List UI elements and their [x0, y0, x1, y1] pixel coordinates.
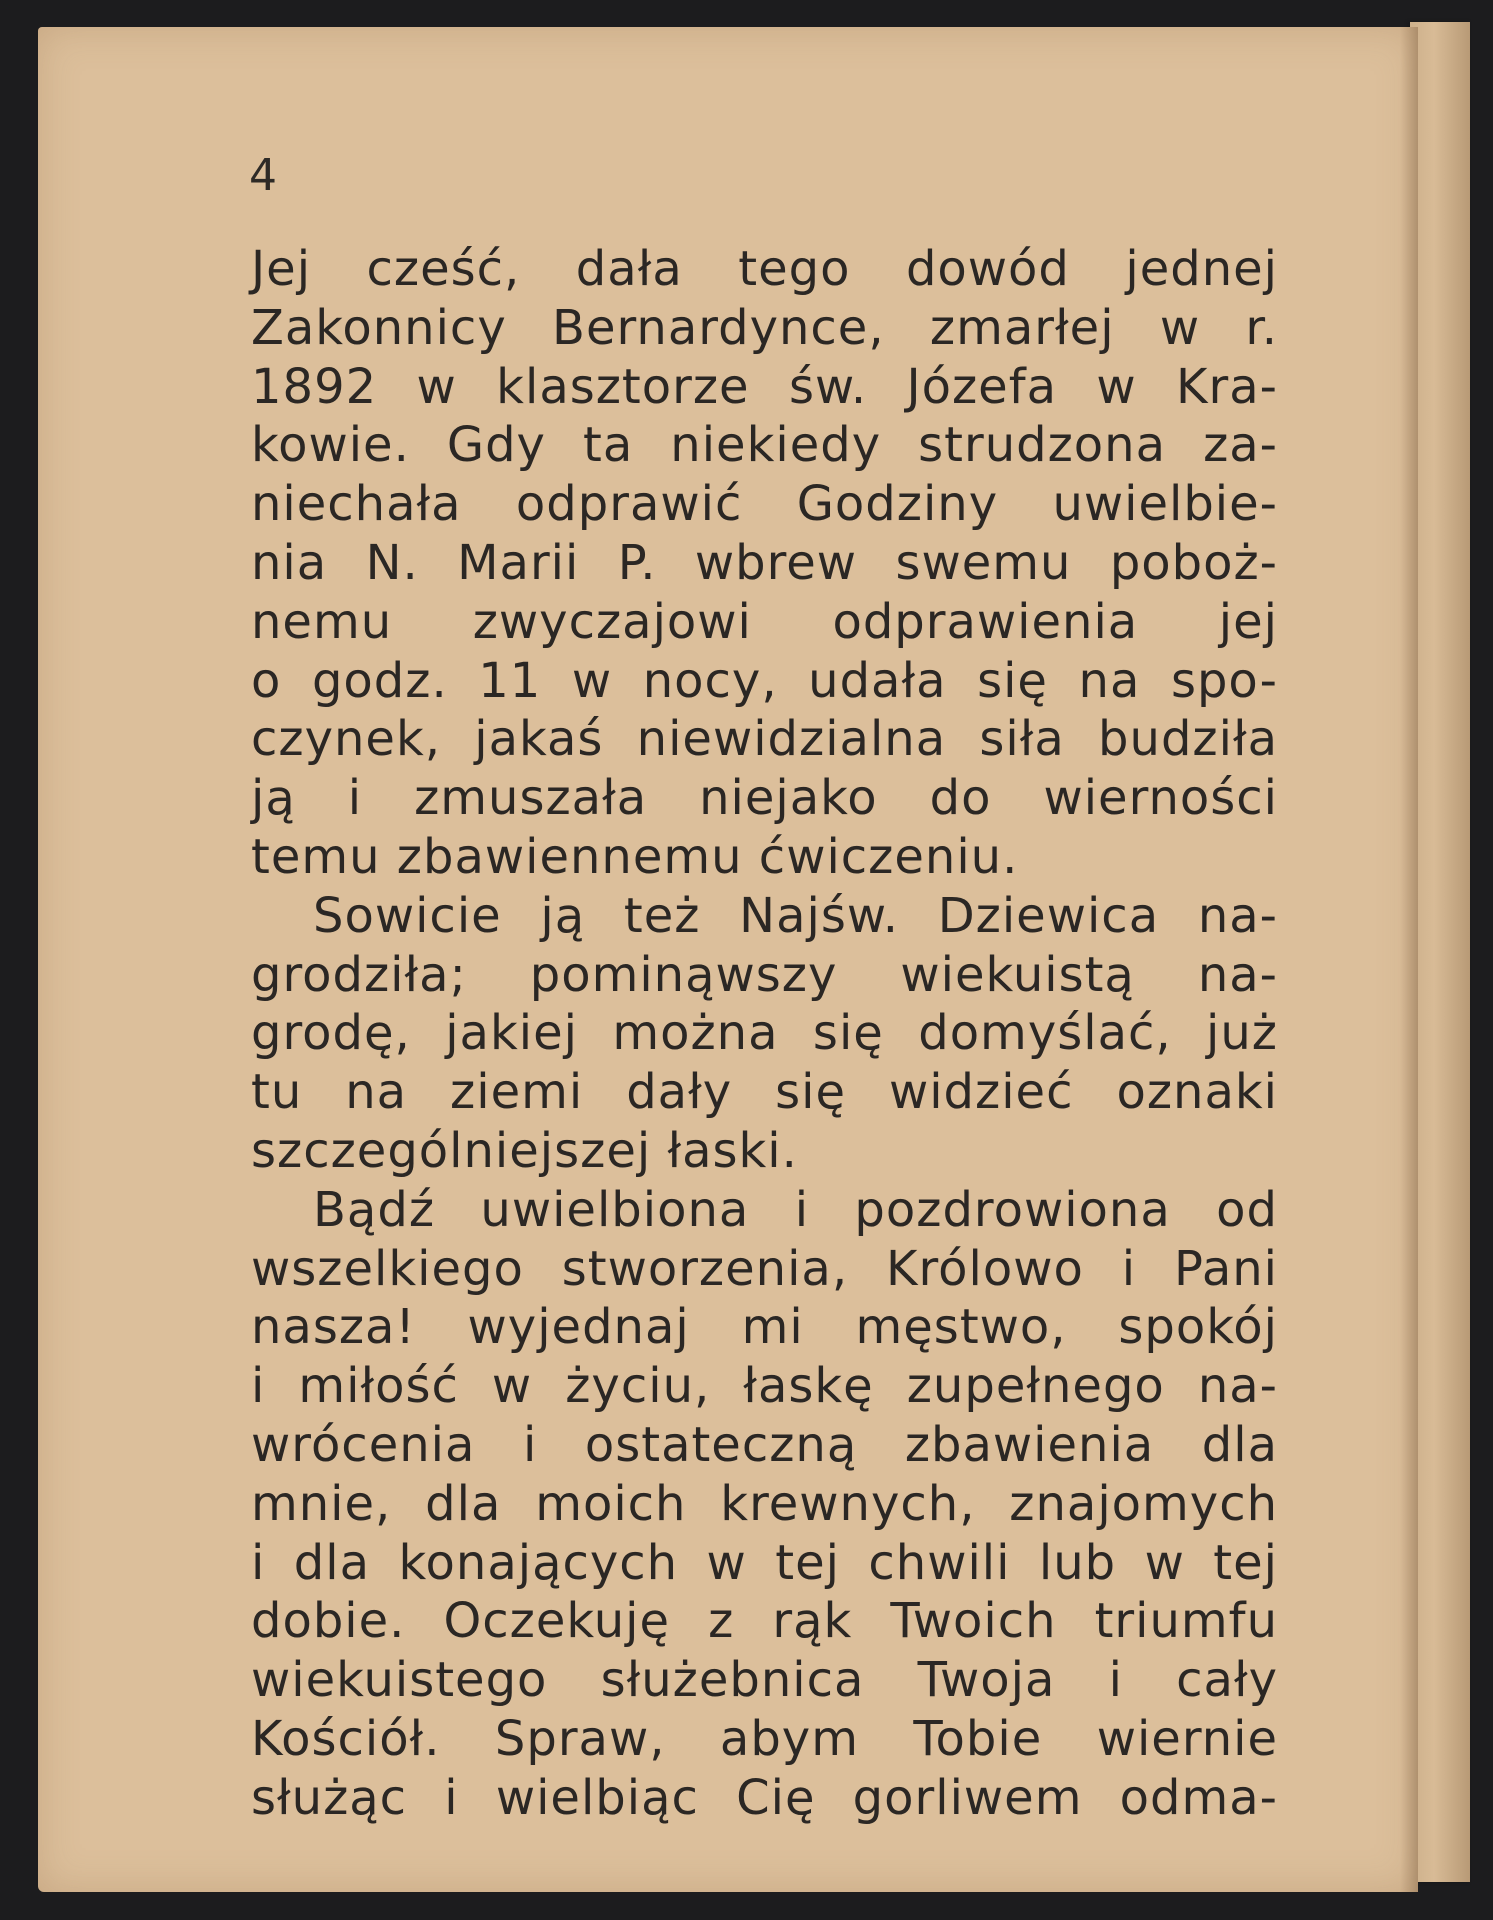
text-line: Kościół. Spraw, abym Tobie wiernie [251, 1710, 1278, 1767]
text-line: niechała odprawić Godziny uwielbie- [251, 476, 1278, 533]
text-line: nasza! wyjednaj mi męstwo, spokój [251, 1299, 1278, 1356]
text-line: wiekuistego służebnica Twoja i cały [251, 1652, 1278, 1709]
text-line: 1892 w klasztorze św. Józefa w Kra- [251, 358, 1278, 415]
text-line: grodziła; pominąwszy wiekuistą na- [251, 946, 1278, 1003]
text-line: nia N. Marii P. wbrew swemu poboż- [251, 534, 1278, 591]
text-line: grodę, jakiej można się domyślać, już [251, 1005, 1278, 1062]
text-line: Jej cześć, dała tego dowód jednej [251, 241, 1278, 297]
text-line: o godz. 11 w nocy, udała się na spo- [251, 652, 1278, 709]
next-page-edge [1410, 22, 1470, 1882]
page-gutter [1400, 27, 1418, 1892]
text-line: szczególniejszej łaski. [251, 1122, 798, 1179]
text-line: nemu zwyczajowi odprawienia jej [251, 593, 1278, 650]
text-line: czynek, jakaś niewidzialna siła budziła [251, 711, 1278, 768]
text-line: mnie, dla moich krewnych, znajomych [251, 1475, 1278, 1532]
text-line: ją i zmuszała niejako do wierności [251, 770, 1278, 827]
text-line: służąc i wielbiąc Cię gorliwem odma- [251, 1769, 1278, 1826]
text-line: tu na ziemi dały się widzieć oznaki [251, 1064, 1278, 1121]
text-line: i dla konających w tej chwili lub w tej [251, 1534, 1278, 1591]
text-line: kowie. Gdy ta niekiedy strudzona za- [251, 417, 1278, 474]
text-line: wrócenia i ostateczną zbawienia dla [251, 1416, 1278, 1473]
text-line: wszelkiego stworzenia, Królowo i Pani [251, 1240, 1278, 1297]
text-line: Bądź uwielbiona i pozdrowiona od [313, 1181, 1278, 1238]
text-line: Sowicie ją też Najśw. Dziewica na- [313, 887, 1278, 944]
text-line: dobie. Oczekuję z rąk Twoich triumfu [251, 1593, 1278, 1650]
body-text [251, 240, 1278, 1828]
text-line: Zakonnicy Bernardynce, zmarłej w r. [251, 299, 1278, 356]
text-line: i miłość w życiu, łaskę zupełnego na- [251, 1358, 1278, 1415]
page-number: 4 [249, 150, 278, 201]
text-line: temu zbawiennemu ćwiczeniu. [251, 828, 1019, 885]
